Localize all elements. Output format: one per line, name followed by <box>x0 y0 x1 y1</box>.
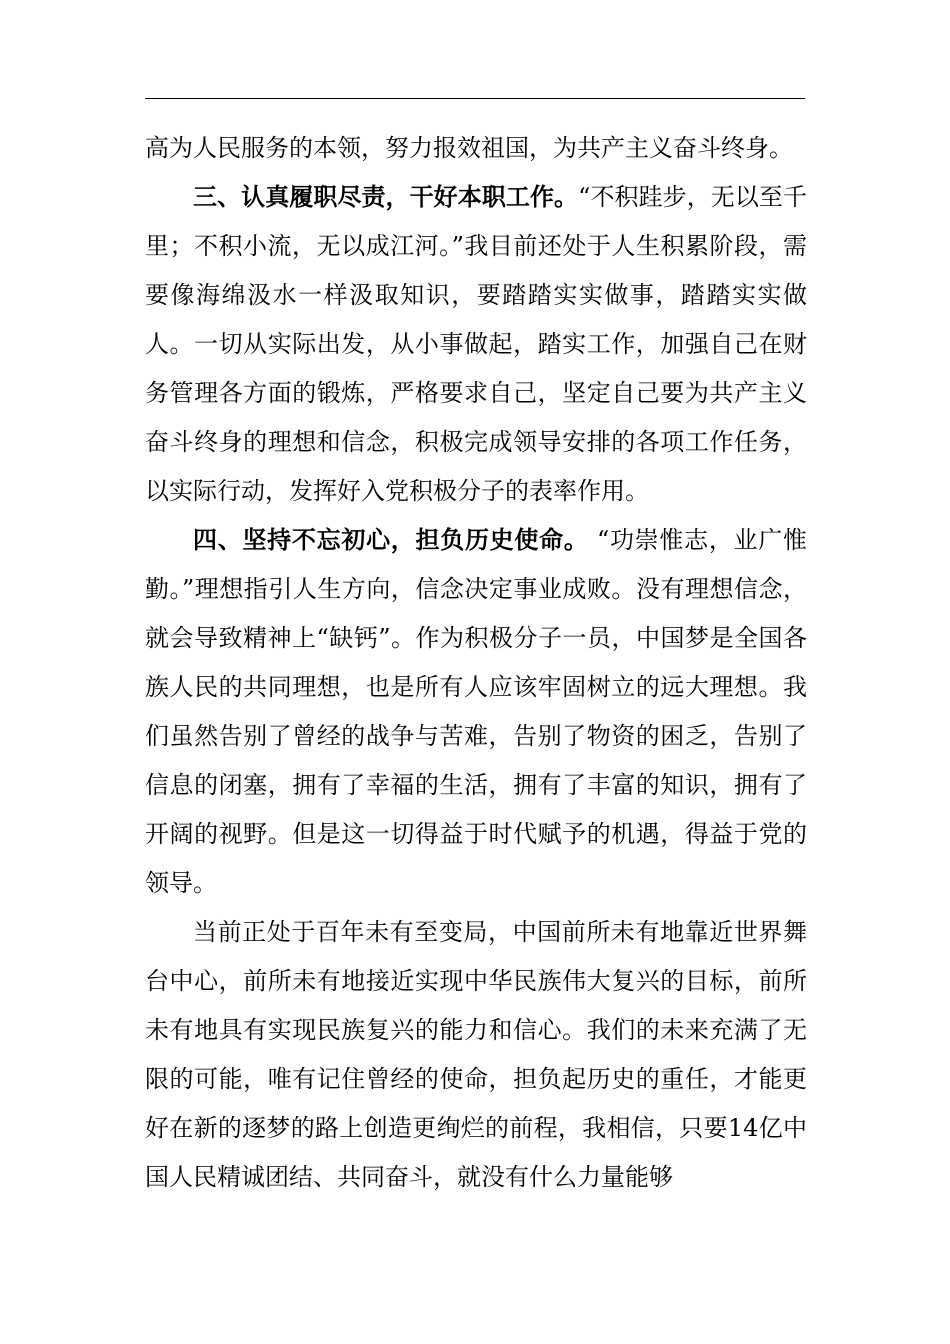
section-heading-four: 四、坚持不忘初心，担负历史使命。 <box>193 526 589 554</box>
paragraph-section-three <box>145 173 807 516</box>
paragraph-continuation <box>145 124 807 173</box>
paragraph-section-four <box>145 516 807 908</box>
header-rule <box>145 98 805 99</box>
paragraph-text: “不积跬步，无以至千里；不积小流，无以成江河。”我目前还处于人生积累阶段，需要像海绵汲水一样汲取知识，要踏踏实实做事，踏踏实实做人。一切从实际出发，从小事做起，踏实工作，加强自己在财务管理各方面的锻炼，严格要求自己，坚定自己要为共产主义奋斗终身的理想和信念，积极完成领导安排的各项工作任务，以实际行动，发挥好入党积极分子的表率作用。 <box>145 183 807 505</box>
paragraph-text: 高为人民服务的本领，努力报效祖国，为共产主义奋斗终身。 <box>145 134 793 162</box>
paragraph-closing <box>145 908 807 1202</box>
document-body <box>145 124 807 1202</box>
section-heading-three: 三、认真履职尽责，干好本职工作。 <box>193 183 579 211</box>
paragraph-text: 当前正处于百年未有至变局，中国前所未有地靠近世界舞台中心，前所未有地接近实现中华民族伟大复兴的目标，前所未有地具有实现民族复兴的能力和信心。我们的未来充满了无限的可能，唯有记住曾经的使命，担负起历史的重任，才能更好在新的逐梦的路上创造更绚烂的前程，我相信，只要14亿中国人民精诚团结、共同奋斗，就没有什么力量能够 <box>145 918 807 1191</box>
paragraph-text: “功崇惟志，业广惟勤。”理想指引人生方向，信念决定事业成败。没有理想信念，就会导致精神上“缺钙”。作为积极分子一员，中国梦是全国各族人民的共同理想，也是所有人应该牢固树立的远大理想。我们虽然告别了曾经的战争与苦难，告别了物资的困乏，告别了信息的闭塞，拥有了幸福的生活，拥有了丰富的知识，拥有了开阔的视野。但是这一切得益于时代赋予的机遇，得益于党的领导。 <box>145 526 808 897</box>
